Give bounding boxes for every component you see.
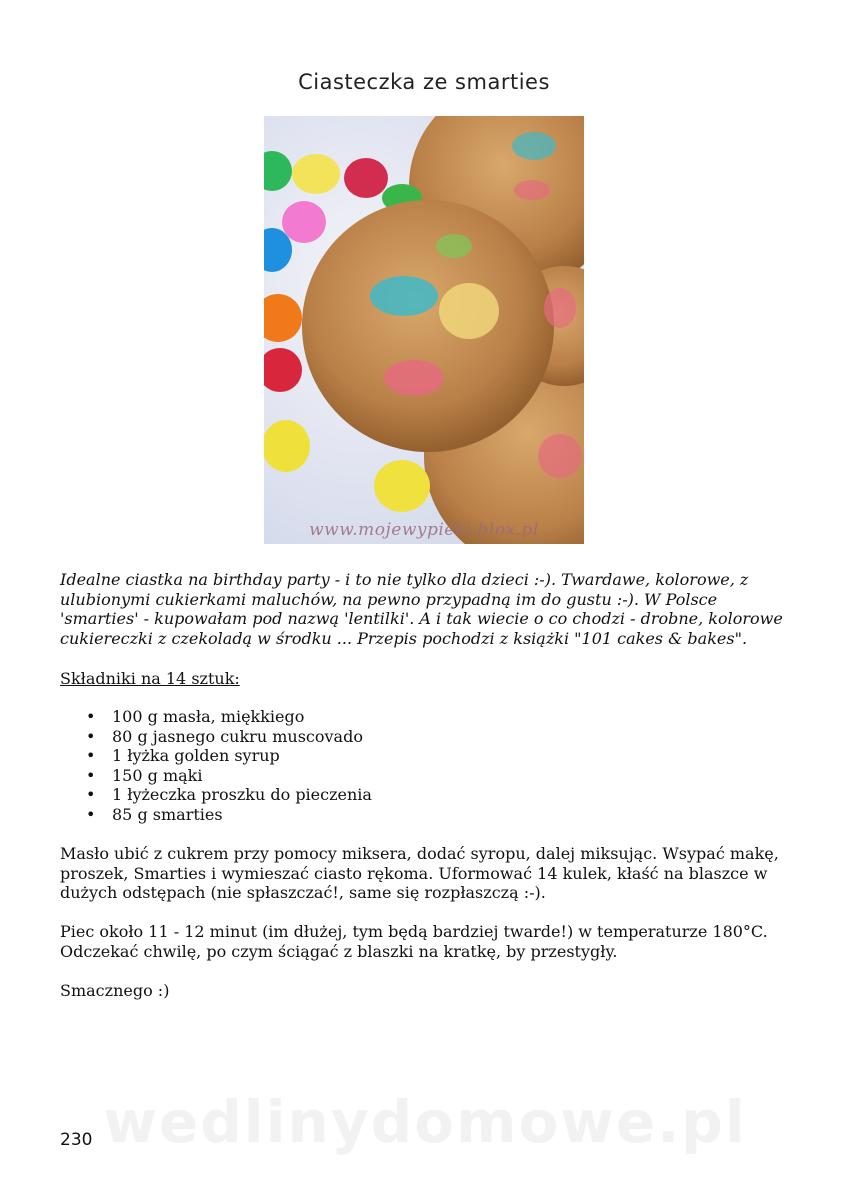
- ingredients-list: [60, 707, 372, 824]
- cookie-photo: [264, 116, 584, 544]
- ingredients-heading: Składniki na 14 sztuk:: [60, 669, 240, 688]
- site-watermark: wedlinydomowe.pl: [103, 1088, 747, 1156]
- closing-text: Smacznego :): [60, 981, 170, 1000]
- ingredient-item: • 1 łyżeczka proszku do pieczenia: [60, 785, 372, 805]
- page-title: Ciasteczka ze smarties: [298, 70, 550, 94]
- method-paragraph-2: Piec około 11 - 12 minut (im dłużej, tym będą bardziej twarde!) w temperaturze 180°C. Odczekać chwilę, po czym ściągać z blaszki na kratkę, by przestygły.: [60, 922, 768, 961]
- method-paragraph-1: Masło ubić z cukrem przy pomocy miksera, dodać syropu, dalej miksując. Wsypać makę, proszek, Smarties i wymieszać ciasto rękoma. Uformować 14 kulek, kłaść na blaszce w dużych odstępach (nie spłaszczać!, same się rozpłaszczą :-).: [60, 844, 779, 902]
- photo-watermark: www.mojewypieki.blox.pl: [309, 520, 539, 540]
- intro-paragraph: Idealne ciastka na birthday party - i to nie tylko dla dzieci :-). Twardawe, kolorowe, z ulubionymi cukierkami maluchów, na pewno przypadną im do gustu :-). W Polsce 'smarties' - kupowałam pod nazwą 'lentilki'. A i tak wiecie o co chodzi - drobne, kolorowe cukiereczki z czekoladą w środku ... Przepis pochodzi z książki "101 cakes & bakes".: [60, 570, 783, 648]
- ingredient-item: • 1 łyżka golden syrup: [60, 746, 372, 766]
- page-number: 230: [60, 1130, 93, 1150]
- ingredient-item: • 85 g smarties: [60, 805, 372, 825]
- cookie-illustration: [264, 116, 584, 544]
- ingredient-item: • 150 g mąki: [60, 766, 372, 786]
- ingredient-item: • 80 g jasnego cukru muscovado: [60, 727, 372, 747]
- ingredient-item: • 100 g masła, miękkiego: [60, 707, 372, 727]
